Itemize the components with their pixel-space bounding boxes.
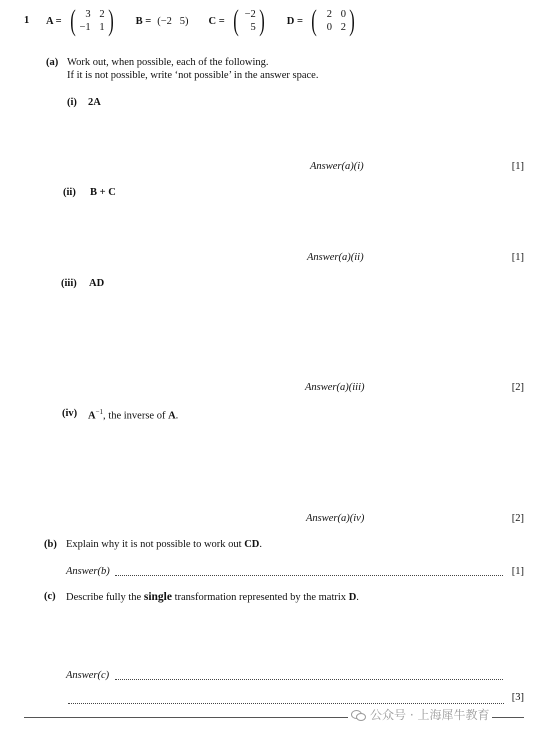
- part-c-question: Describe fully the: [66, 592, 144, 603]
- inverse-matrix-name: A: [168, 410, 176, 422]
- answer-c-label: Answer(c): [66, 670, 110, 681]
- matrix-d-cell: 0: [326, 22, 332, 33]
- matrix-c-label: C =: [208, 15, 225, 27]
- part-c-end: .: [356, 592, 359, 603]
- answer-b-line[interactable]: [115, 575, 503, 576]
- part-a-iii-label: (iii): [61, 278, 77, 289]
- part-b-question: Explain why it is not possible to work out: [66, 539, 245, 550]
- marks-b: [1]: [511, 566, 524, 577]
- part-a-label: (a): [46, 57, 59, 68]
- inverse-text: , the inverse of: [103, 410, 169, 422]
- matrix-c-cell: −2: [244, 9, 256, 20]
- part-a-ii-label: (ii): [63, 187, 76, 198]
- question-number: 1: [24, 15, 30, 26]
- answer-c-line-1[interactable]: [115, 679, 503, 680]
- answer-a-i-label: Answer(a)(i): [310, 161, 364, 172]
- matrix-a: ( 3 2 −1 1 ): [69, 4, 114, 37]
- matrix-d-cell: 2: [340, 22, 346, 33]
- inverse-text-end: .: [175, 410, 179, 422]
- part-c-text: [66, 591, 359, 603]
- matrix-c-cell: 5: [250, 22, 256, 33]
- matrix-d: ( 2 0 0 2 ): [311, 4, 355, 37]
- matrix-a-cell: 1: [99, 22, 105, 33]
- matrix-b: (−2 5): [157, 15, 189, 27]
- part-a-ii-text: B + C: [90, 187, 116, 198]
- part-c-bold-d: D: [348, 592, 357, 603]
- part-a-iii-text: AD: [89, 278, 105, 289]
- matrix-a-cell: 3: [85, 9, 91, 20]
- watermark: [348, 706, 492, 723]
- wechat-icon: [351, 709, 366, 721]
- part-a-iv-label: (iv): [62, 408, 78, 419]
- marks-a-iv: [2]: [511, 513, 524, 524]
- answer-c-line-2[interactable]: [68, 703, 504, 704]
- matrix-a-label: A =: [46, 15, 62, 27]
- part-c-label: (c): [44, 591, 56, 602]
- answer-a-iv-label: Answer(a)(iv): [306, 513, 365, 524]
- answer-a-iii-label: Answer(a)(iii): [305, 382, 365, 393]
- marks-a-i: [1]: [511, 161, 524, 172]
- marks-a-iii: [2]: [511, 382, 524, 393]
- marks-a-ii: [1]: [511, 252, 524, 263]
- matrix-d-cell: 2: [326, 9, 332, 20]
- matrix-d-cell: 0: [340, 9, 346, 20]
- inverse-superscript: −1: [95, 408, 104, 416]
- inverse-matrix-symbol: A: [88, 410, 96, 422]
- matrix-a-cell: 2: [99, 9, 105, 20]
- matrix-a-cell: −1: [79, 22, 91, 33]
- part-a-i-text: 2A: [88, 97, 101, 108]
- answer-a-ii-label: Answer(a)(ii): [307, 252, 364, 263]
- watermark-text: 公众号 · 上海犀牛教育: [370, 708, 490, 722]
- part-b-text: [66, 539, 262, 550]
- answer-b-label: Answer(b): [66, 566, 110, 577]
- marks-c: [3]: [511, 692, 524, 703]
- part-a-iv-text: [88, 408, 178, 422]
- matrix-d-label: D =: [286, 15, 303, 27]
- part-a-instruction-1: Work out, when possible, each of the following.: [67, 57, 269, 68]
- part-a-i-label: (i): [67, 97, 77, 108]
- matrix-b-label: B =: [135, 15, 152, 27]
- part-a-instruction-2: If it is not possible, write ‘not possible’ in the answer space.: [67, 70, 319, 81]
- part-b-label: (b): [44, 539, 57, 550]
- part-b-end: .: [259, 539, 262, 550]
- matrix-definitions: [46, 6, 357, 36]
- matrix-c: ( −2 5 ): [233, 4, 265, 37]
- part-c-question-2: transformation represented by the matrix: [171, 592, 349, 603]
- part-c-bold-single: single: [143, 591, 172, 603]
- part-b-bold: CD: [244, 539, 260, 550]
